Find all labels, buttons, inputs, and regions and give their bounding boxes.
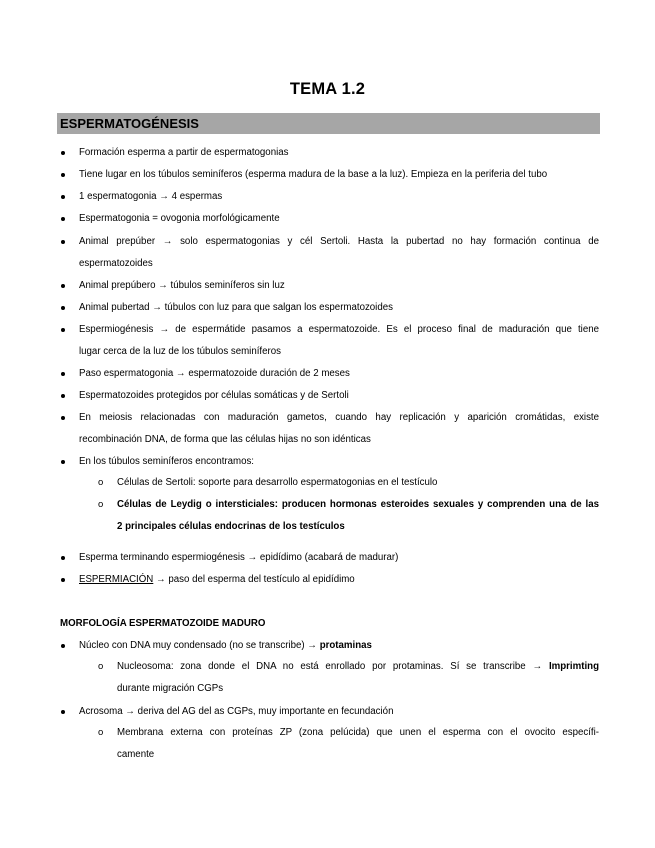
sub-bullet-text: Membrana externa con proteínas ZP (zona pelúcida) que unen el esperma con el ovocito específi- <box>117 727 599 738</box>
term-protaminas: protaminas <box>319 640 372 651</box>
subsection-heading: MORFOLOGÍA ESPERMATOZOIDE MADURO <box>60 618 266 629</box>
bullet-dot <box>61 394 65 398</box>
term-imprimting: Imprimting <box>548 661 599 672</box>
bullet-dot <box>61 328 65 332</box>
bullet-dot <box>61 151 65 155</box>
sub-bullet-marker: o <box>98 499 104 510</box>
bullet-dot <box>61 644 65 648</box>
bullet-text: En meiosis relacionadas con maduración gametos, cuando hay replicación y aparición cromátidas, existe <box>79 412 599 423</box>
sub-bullet-text-continued: camente <box>117 749 155 760</box>
term-espermiacion: ESPERMIACIÓN <box>79 574 154 585</box>
bullet-text: Tiene lugar en los túbulos seminíferos (esperma madura de la base a la luz). Empieza en la periferia del tubo <box>79 169 548 180</box>
bullet-dot <box>61 416 65 420</box>
bullet-dot <box>61 556 65 560</box>
bullet-dot <box>61 240 65 244</box>
sub-bullet-text: Células de Leydig o intersticiales: producen hormonas esteroides sexuales y comprenden una de las <box>117 499 599 510</box>
sub-bullet-marker: o <box>98 477 104 488</box>
bullet-dot <box>61 578 65 582</box>
bullet-text: En los túbulos seminíferos encontramos: <box>79 456 254 467</box>
bullet-text-continued: espermatozoides <box>79 258 153 269</box>
bullet-text <box>79 640 372 652</box>
bullet-text: Animal prepúber → solo espermatogonias y cél Sertoli. Hasta la pubertad no hay formación continua de <box>79 236 599 247</box>
bullet-text: Espermiogénesis → de espermátide pasamos a espermatozoide. Es el proceso final de maduración que tiene <box>79 324 599 335</box>
bullet-text: Espermatogonia = ovogonia morfológicamente <box>79 213 280 224</box>
bullet-text-rest: → paso del esperma del testículo al epidídimo <box>153 574 355 585</box>
bullet-dot <box>61 195 65 199</box>
bullet-text: Animal pubertad → túbulos con luz para que salgan los espermatozoides <box>79 302 393 313</box>
bullet-dot <box>61 173 65 177</box>
bullet-text: Acrosoma → deriva del AG del as CGPs, muy importante en fecundación <box>79 706 394 717</box>
bullet-dot <box>61 460 65 464</box>
bullet-text <box>79 574 355 586</box>
bullet-dot <box>61 284 65 288</box>
bullet-dot <box>61 306 65 310</box>
sub-bullet-marker: o <box>98 661 104 672</box>
bullet-text-continued: lugar cerca de la luz de los túbulos seminíferos <box>79 346 281 357</box>
sub-bullet-text: Células de Sertoli: soporte para desarrollo espermatogonias en el testículo <box>117 477 438 488</box>
sub-bullet-text <box>117 661 599 673</box>
bullet-dot <box>61 217 65 221</box>
sub-bullet-text-continued: 2 principales células endocrinas de los testículos <box>117 521 345 532</box>
bullet-text: Formación esperma a partir de espermatogonias <box>79 147 289 158</box>
page-title: TEMA 1.2 <box>289 80 366 98</box>
sub-bullet-text-main: Nucleosoma: zona donde el DNA no está enrollado por protaminas. Sí se transcribe → <box>117 661 549 672</box>
sub-bullet-text-continued: durante migración CGPs <box>117 683 224 694</box>
bullet-text: Animal prepúbero → túbulos seminíferos sin luz <box>79 280 285 291</box>
bullet-dot <box>61 710 65 714</box>
bullet-text-continued: recombinación DNA, de forma que las células hijas no son idénticas <box>79 434 371 445</box>
sub-bullet-marker: o <box>98 727 104 738</box>
bullet-dot <box>61 372 65 376</box>
bullet-text: Paso espermatogonia → espermatozoide duración de 2 meses <box>79 368 350 379</box>
section-title: ESPERMATOGÉNESIS <box>60 116 199 131</box>
bullet-text: Esperma terminando espermiogénesis → epidídimo (acabará de madurar) <box>79 552 399 563</box>
bullet-text: 1 espermatogonia → 4 espermas <box>79 191 223 202</box>
bullet-text: Espermatozoides protegidos por células somáticas y de Sertoli <box>79 390 349 401</box>
bullet-text-main: Núcleo con DNA muy condensado (no se transcribe) → <box>79 640 320 651</box>
